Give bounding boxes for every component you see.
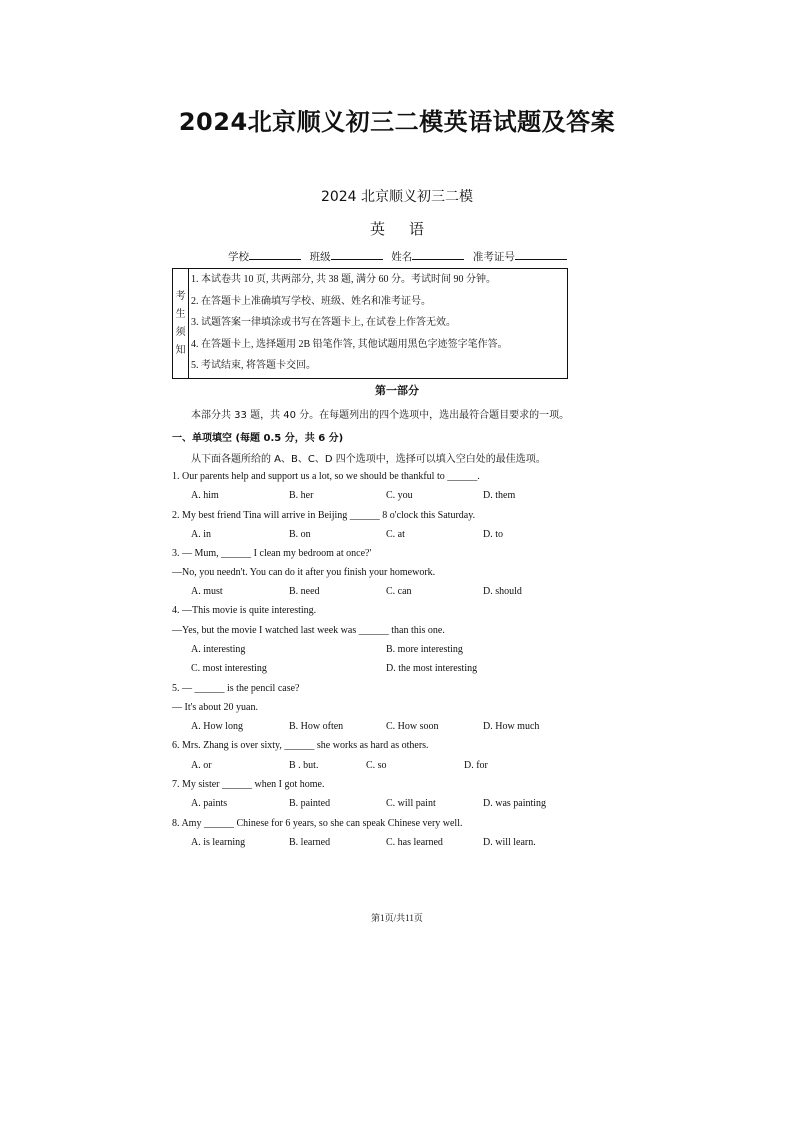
option-d: D. for — [464, 760, 488, 771]
question-2: 2. My best friend Tina will arrive in Beijing ______ 8 o'clock this Saturday. — [172, 510, 476, 521]
question-5-reply: — It's about 20 yuan. — [172, 702, 258, 713]
notice-item: 2. 在答题卡上准确填写学校、班级、姓名和准考证号。 — [191, 295, 431, 307]
notice-item: 1. 本试卷共 10 页, 共两部分, 共 38 题, 满分 60 分。考试时间 90 分钟。 — [191, 274, 496, 285]
option-b: B. painted — [289, 798, 331, 809]
option-c: C. at — [386, 529, 405, 540]
exam-id-label: 准考证号 — [472, 252, 515, 263]
option-c: C. most interesting — [191, 663, 267, 674]
option-b: B . but. — [289, 760, 319, 771]
student-info-line — [228, 249, 573, 264]
option-c: C. can — [386, 586, 412, 597]
option-d: D. them — [483, 490, 516, 501]
option-b: B. need — [289, 586, 320, 597]
option-b: B. her — [289, 490, 314, 501]
question-3-reply: —No, you needn't. You can do it after you finish your homework. — [172, 567, 436, 578]
option-b: B. on — [289, 529, 311, 540]
option-c: C. will paint — [386, 798, 436, 809]
question-5: 5. — ______ is the pencil case? — [172, 683, 300, 694]
section-title: 一、单项填空 (每题 0.5 分，共 6 分) — [172, 433, 344, 444]
notice-label-char: 须 — [175, 326, 186, 338]
section-instruction: 从下面各题所给的 A、B、C、D 四个选项中，选择可以填入空白处的最佳选项。 — [191, 454, 546, 465]
option-b: B. learned — [289, 837, 331, 848]
option-a: A. How long — [191, 721, 243, 732]
option-a: A. is learning — [191, 837, 246, 848]
option-d: D. How much — [483, 721, 540, 732]
school-label: 学校 — [228, 252, 249, 263]
class-label: 班级 — [309, 252, 331, 263]
option-d: D. the most interesting — [386, 663, 478, 674]
option-c: C. you — [386, 490, 413, 501]
notice-label — [173, 269, 189, 378]
notice-items — [189, 269, 567, 378]
part-one-title: 第一部分 — [375, 384, 419, 397]
option-d: D. will learn. — [483, 837, 536, 848]
exam-subtitle: 2024 北京顺义初三二模 — [320, 189, 474, 205]
option-c: C. How soon — [386, 721, 439, 732]
exam-subject: 英语 — [369, 220, 448, 238]
option-a: A. paints — [191, 798, 228, 809]
question-4: 4. —This movie is quite interesting. — [172, 605, 317, 616]
question-8: 8. Amy ______ Chinese for 6 years, so she can speak Chinese very well. — [172, 818, 463, 829]
option-d: D. to — [483, 529, 503, 540]
name-blank — [412, 250, 464, 260]
option-a: A. in — [191, 529, 211, 540]
option-b: B. How often — [289, 721, 344, 732]
name-label: 姓名 — [391, 252, 413, 263]
option-a: A. must — [191, 586, 223, 597]
part-one-intro: 本部分共 33 题，共 40 分。在每题列出的四个选项中，选出最符合题目要求的一项。 — [191, 410, 570, 421]
exam-id-blank — [515, 250, 567, 260]
option-c: C. so — [366, 760, 387, 771]
notice-item: 3. 试题答案一律填涂或书写在答题卡上, 在试卷上作答无效。 — [191, 317, 456, 329]
notice-label-char: 生 — [175, 308, 186, 320]
question-4-reply: —Yes, but the movie I watched last week was ______ than this one. — [172, 625, 445, 636]
option-b: B. more interesting — [386, 644, 463, 655]
option-a: A. or — [191, 760, 212, 771]
question-3: 3. — Mum, ______ I clean my bedroom at once?' — [172, 548, 372, 559]
notice-item: 5. 考试结束, 将答题卡交回。 — [191, 360, 316, 372]
option-d: D. should — [483, 586, 522, 597]
question-7: 7. My sister ______ when I got home. — [172, 779, 325, 790]
notice-label-char: 考 — [175, 290, 186, 302]
notice-label-char: 知 — [175, 344, 186, 356]
option-d: D. was painting — [483, 798, 547, 809]
option-a: A. interesting — [191, 644, 246, 655]
class-blank — [331, 250, 383, 260]
option-c: C. has learned — [386, 837, 443, 848]
school-blank — [249, 250, 301, 260]
page-footer: 第1页/共11页 — [371, 913, 423, 923]
notice-item: 4. 在答题卡上, 选择题用 2B 铅笔作答, 其他试题用黑色字迹签字笔作答。 — [191, 338, 508, 350]
notice-box — [172, 268, 568, 379]
document-title: 2024北京顺义初三二模英语试题及答案 — [178, 108, 616, 136]
question-1: 1. Our parents help and support us a lot, so we should be thankful to ______. — [172, 471, 480, 482]
question-6: 6. Mrs. Zhang is over sixty, ______ she works as hard as others. — [172, 740, 429, 751]
option-a: A. him — [191, 490, 219, 501]
